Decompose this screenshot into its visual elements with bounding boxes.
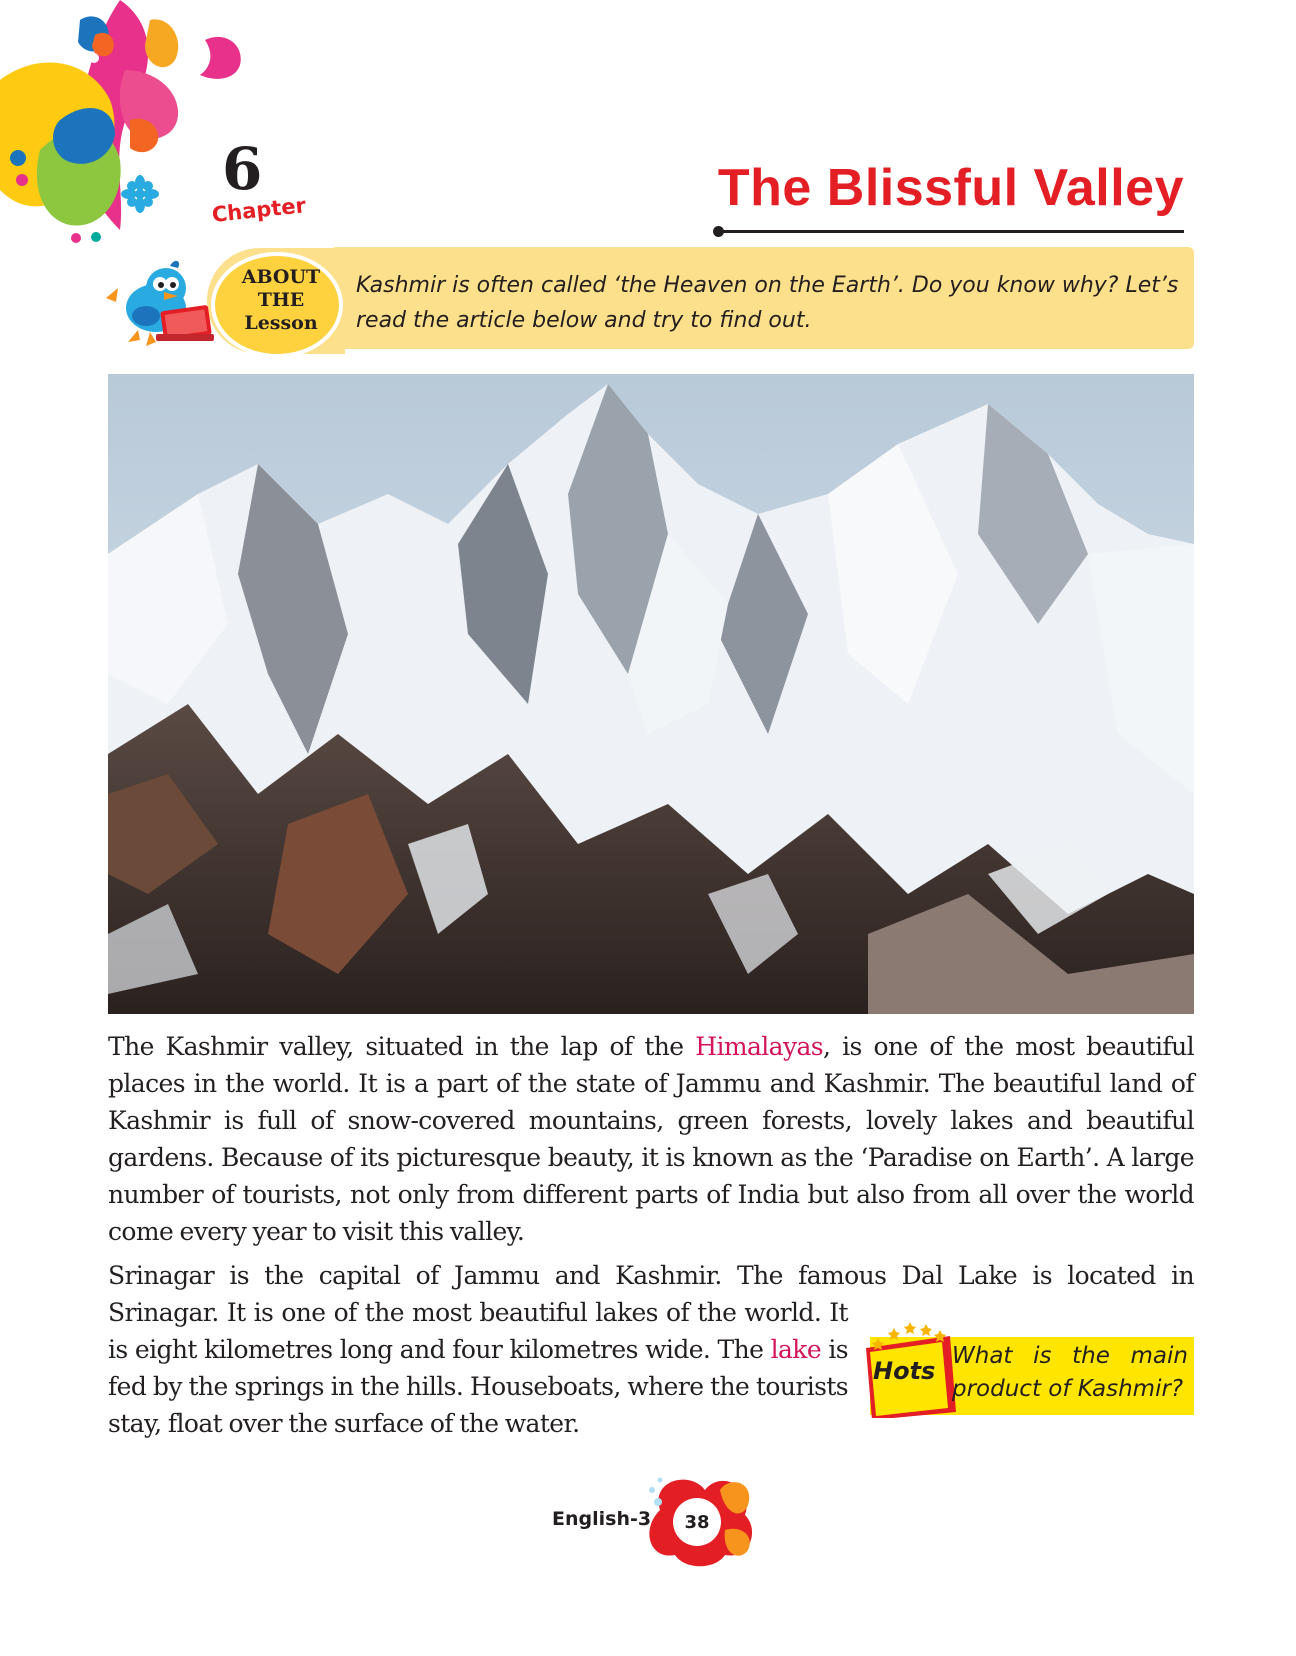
body-paragraph-2: [108, 1294, 848, 1442]
lake-highlight: lake: [770, 1335, 822, 1364]
hots-label: Hots: [873, 1357, 936, 1385]
chapter-label: Chapter: [210, 193, 307, 227]
para2-text-end: is fed by the springs in the hills. Houseboats, where the tourists stay, float over the surface of the water.: [108, 1335, 848, 1438]
about-lesson-text: Kashmir is often called ‘the Heaven on the Earth’. Do you know why? Let’s read the article below and try to find out.: [356, 273, 1179, 333]
badge-line-lesson: Lesson: [244, 312, 318, 334]
page-number: 38: [684, 1512, 710, 1533]
title-underline-dot: [713, 226, 724, 237]
footer-book-name: English-3: [552, 1508, 652, 1530]
para1-text-end: , is one of the most beautiful places in the world. It is a part of the state of Jammu and Kashmir. The beautiful land of Kashmir is full of snow-covered mountains, green forests, lovely lakes and beautiful gardens. Because of its picturesque beauty, it is known as the ‘Paradise on Earth’. A large number of tourists, not only from different parts of India but also from all over the world come every year to visit this valley.: [108, 1032, 1194, 1246]
title-underline: [720, 230, 1184, 233]
para1-text-start: The Kashmir valley, situated in the lap of the: [108, 1032, 696, 1061]
para2-text-start: Srinagar. It is one of the most beautiful lakes of the world. It is eight kilometres long and four kilometres wide. The: [108, 1298, 848, 1364]
himalayas-highlight: Himalayas: [695, 1032, 824, 1061]
page-title: The Blissful Valley: [717, 159, 1184, 217]
hots-question: What is the main product of Kashmir?: [952, 1343, 1188, 1402]
body-paragraph-1: [108, 1028, 1194, 1250]
badge-line-the: THE: [257, 289, 305, 311]
body-paragraph-2-line-1: Srinagar is the capital of Jammu and Kashmir. The famous Dal Lake is located in: [108, 1261, 1194, 1290]
badge-line-about: ABOUT: [241, 266, 321, 288]
chapter-number: 6: [222, 135, 263, 203]
bird-mascot-icon: [104, 258, 224, 350]
about-lesson-badge: [211, 252, 343, 358]
snow-mountain-photo: [108, 374, 1194, 1014]
